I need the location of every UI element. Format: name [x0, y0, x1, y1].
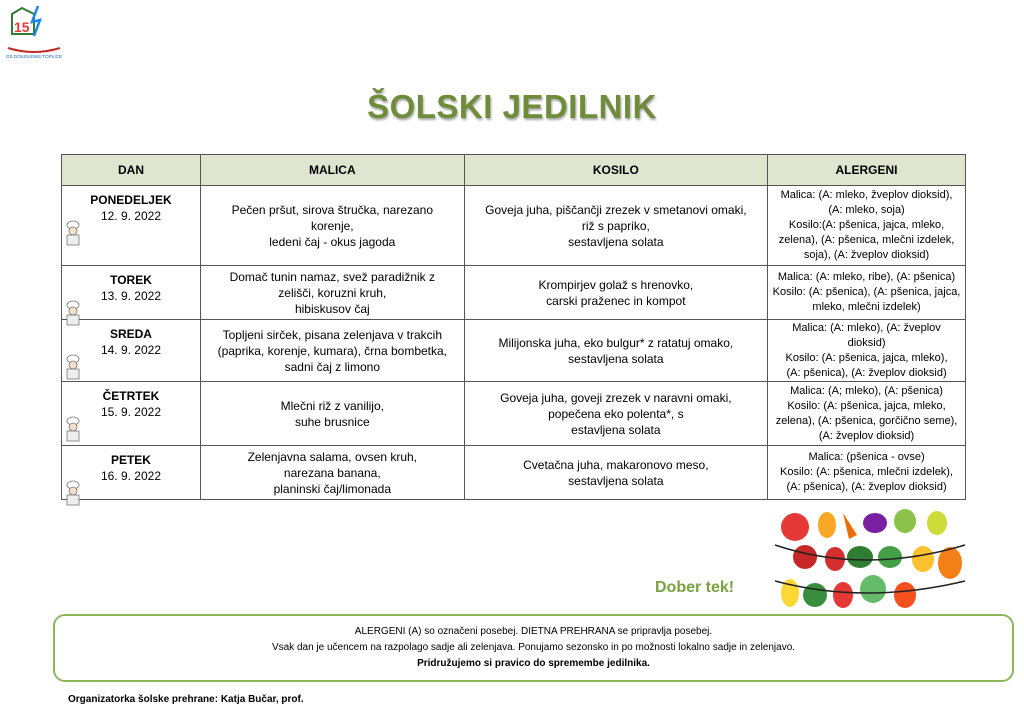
table-row	[62, 320, 966, 382]
alergeni-cell	[768, 382, 966, 446]
alergeni-line: Malica: (A: mleko, žveplov dioksid),	[780, 189, 953, 201]
day-date: 12. 9. 2022	[100, 209, 162, 223]
malica-cell	[200, 446, 464, 500]
malica-line: Pečen pršut, sirova štručka, narezano	[231, 202, 434, 217]
day-cell	[62, 382, 201, 446]
table-row	[62, 186, 966, 266]
header-kosilo: KOSILO	[464, 155, 767, 186]
day-date: 15. 9. 2022	[100, 405, 162, 419]
alergeni-line: (A: žveplov dioksid)	[818, 429, 915, 442]
kosilo-line: Krompirjev golaž s hrenovko,	[538, 277, 694, 292]
alergeni-line: Kosilo: (A: pšenica), (A: pšenica, jajca,	[772, 286, 961, 298]
alergeni-line: Malica: (A: mleko, ribe), (A: pšenica)	[777, 271, 956, 283]
page-title: ŠOLSKI JEDILNIK	[367, 88, 657, 125]
alergeni-line: dioksid)	[847, 336, 886, 349]
allergen-note-box	[53, 614, 1014, 682]
kosilo-line: riž s papriko,	[581, 218, 650, 233]
alergeni-cell	[768, 446, 966, 500]
note-line-3: Pridružujemo si pravico do spremembe jedilnika.	[417, 658, 650, 669]
day-date: 16. 9. 2022	[100, 469, 162, 483]
table-row	[62, 266, 966, 320]
alergeni-line: zelena), (A: pšenica, mlečni izdelek,	[778, 234, 955, 246]
malica-line: suhe brusnice	[294, 414, 370, 429]
malica-line: ledeni čaj - okus jagoda	[269, 234, 396, 249]
kosilo-cell	[464, 266, 767, 320]
kosilo-cell	[464, 382, 767, 446]
header-malica: MALICA	[200, 155, 464, 186]
kosilo-line: Cvetačna juha, makaronovo meso,	[523, 457, 709, 472]
footer-organizer: Organizatorka šolske prehrane: Katja Bučar, prof.	[68, 694, 304, 705]
day-name: PONEDELJEK	[90, 193, 172, 207]
alergeni-line: Malica: (A: mleko), (A: žveplov	[792, 321, 941, 334]
chef-icon	[64, 416, 82, 442]
kosilo-line: sestavljena solata	[568, 351, 664, 366]
kosilo-line: sestavljena solata	[568, 234, 664, 249]
malica-cell	[200, 382, 464, 446]
vegetables-illustration	[765, 505, 975, 615]
malica-line: korenje,	[310, 218, 354, 233]
day-cell	[62, 320, 201, 382]
day-name: PETEK	[110, 453, 151, 467]
malica-line: narezana banana,	[283, 465, 381, 480]
malica-cell	[200, 266, 464, 320]
alergeni-line: (A: mleko, soja)	[828, 204, 905, 216]
kosilo-line: carski praženec in kompot	[546, 293, 686, 308]
alergeni-line: Kosilo:(A: pšenica, jajca, mleko,	[788, 219, 945, 231]
chef-icon	[64, 354, 82, 380]
day-name: ČETRTEK	[102, 389, 160, 403]
alergeni-cell	[768, 186, 966, 266]
kosilo-cell	[464, 320, 767, 382]
malica-line: Zelenjavna salama, ovsen kruh,	[247, 449, 418, 464]
table-row	[62, 382, 966, 446]
logo-number: 15	[14, 19, 30, 35]
malica-cell	[200, 320, 464, 382]
note-line-1: ALERGENI (A) so označeni posebej. DIETNA PREHRANA se pripravlja posebej.	[354, 626, 713, 637]
alergeni-line: (A: pšenica), (A: žveplov dioksid)	[786, 481, 947, 493]
chef-icon	[64, 480, 82, 506]
day-name: SREDA	[109, 327, 152, 341]
day-cell	[62, 186, 201, 266]
header-day: DAN	[62, 155, 201, 186]
kosilo-line: Milijonska juha, eko bulgur* z ratatuj omako,	[498, 335, 734, 350]
greeting-text: Dober tek!	[655, 579, 735, 596]
alergeni-cell	[768, 266, 966, 320]
alergeni-line: soja), (A: žveplov dioksid)	[803, 249, 930, 261]
malica-line: zelišči, koruzni kruh,	[278, 285, 387, 300]
alergeni-line: Kosilo: (A: pšenica, jajca, mleko),	[785, 351, 948, 364]
day-name: TOREK	[110, 273, 152, 287]
header-alergeni: ALERGENI	[768, 155, 966, 186]
alergeni-cell	[768, 320, 966, 382]
day-date: 14. 9. 2022	[100, 343, 162, 357]
malica-line: (paprika, korenje, kumara), črna bombetka,	[217, 343, 448, 358]
alergeni-line: Kosilo: (A: pšenica, mlečni izdelek),	[780, 466, 954, 478]
school-logo	[4, 4, 64, 60]
malica-line: hibiskusov čaj	[294, 301, 370, 316]
note-line-2: Vsak dan je učencem na razpolago sadje ali zelenjava. Ponujamo sezonsko in po možnosti lokalno sadje in zelenjavo.	[271, 642, 796, 653]
alergeni-line: Kosilo: (A: pšenica, jajca, mleko,	[787, 399, 946, 412]
kosilo-cell	[464, 446, 767, 500]
chef-icon	[64, 220, 82, 246]
day-cell	[62, 266, 201, 320]
malica-line: Topljeni sirček, pisana zelenjava v trakcih	[222, 327, 443, 342]
kosilo-line: estavljena solata	[571, 422, 661, 437]
logo-text: OŠ DOLENJSKE TOPLICE	[6, 54, 62, 59]
kosilo-line: popečena eko polenta*, s	[548, 406, 684, 421]
malica-line: planinski čaj/limonada	[273, 481, 391, 496]
alergeni-line: Malica: (A; mleko), (A: pšenica)	[790, 384, 943, 397]
malica-line: Mlečni riž z vanilijo,	[280, 398, 384, 413]
alergeni-line: (A: pšenica), (A: žveplov dioksid)	[786, 366, 947, 379]
table-header-row	[62, 155, 966, 186]
day-date: 13. 9. 2022	[100, 289, 162, 303]
kosilo-cell	[464, 186, 767, 266]
malica-line: sadni čaj z limono	[284, 359, 380, 374]
malica-cell	[200, 186, 464, 266]
day-cell	[62, 446, 201, 500]
kosilo-line: sestavljena solata	[568, 473, 664, 488]
kosilo-line: Goveja juha, goveji zrezek v naravni omaki,	[500, 390, 732, 405]
malica-line: Domač tunin namaz, svež paradižnik z	[229, 269, 436, 284]
alergeni-line: Malica: (pšenica - ovse)	[808, 451, 925, 463]
alergeni-line: zelena), (A: pšenica, gorčično seme),	[775, 414, 958, 427]
alergeni-line: mleko, mlečni izdelek)	[812, 301, 921, 313]
table-row	[62, 446, 966, 500]
menu-table	[61, 154, 966, 500]
kosilo-line: Goveja juha, piščančji zrezek v smetanovi omaki,	[485, 202, 747, 217]
